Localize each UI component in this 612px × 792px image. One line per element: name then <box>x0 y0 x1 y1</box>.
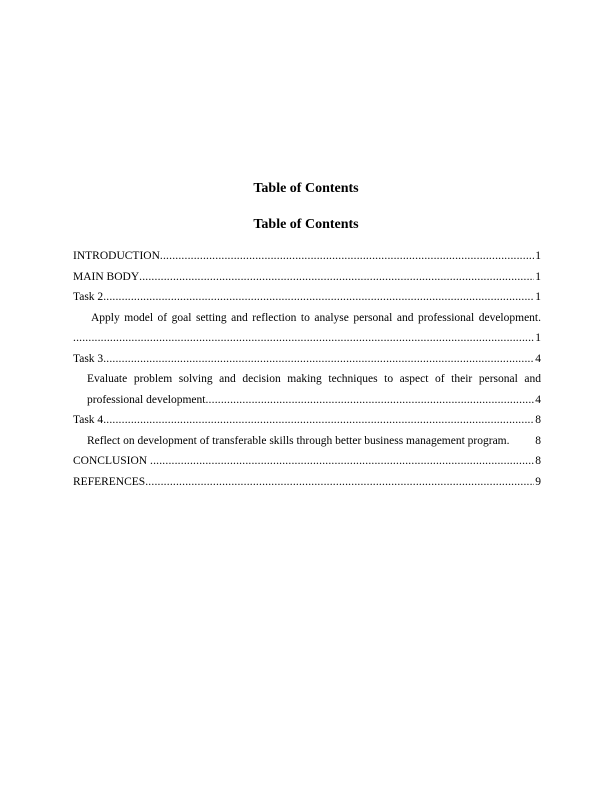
toc-page-number: 4 <box>535 393 541 406</box>
dot-leader <box>103 410 534 431</box>
dot-leader <box>150 451 534 472</box>
page-title: Table of Contents <box>253 181 359 196</box>
toc-entry-label: Task 3 <box>73 352 104 365</box>
toc-page-number: 1 <box>535 270 541 283</box>
toc-subentry-task-3-line1[interactable]: Evaluate problem solving and decision making techniques to aspect of their personal and <box>87 373 541 385</box>
toc-entry-introduction[interactable] <box>73 246 541 267</box>
toc-entry-label: CONCLUSION <box>73 455 150 467</box>
toc-page-number: 4 <box>535 352 541 365</box>
toc-entry-references[interactable] <box>73 472 541 493</box>
toc-entry-task-2[interactable] <box>73 287 541 308</box>
toc-subentry-task-2-label[interactable]: Apply model of goal setting and reflection to analyse personal and professional development. <box>91 311 541 324</box>
toc-entry-label: INTRODUCTION <box>73 250 160 262</box>
toc-page-number: 1 <box>535 332 541 344</box>
toc-page-number: 8 <box>535 414 541 426</box>
toc-page-number: 9 <box>535 475 541 488</box>
dot-leader <box>160 246 534 267</box>
toc-entry-label: Reflect on development of transferable skills through better business management program. <box>87 434 510 447</box>
toc-entry-task-3[interactable] <box>73 349 541 370</box>
dot-leader <box>103 287 534 308</box>
toc-entry-conclusion[interactable] <box>73 451 541 472</box>
table-of-contents <box>73 246 541 492</box>
toc-entry-label: MAIN BODY <box>73 270 140 283</box>
dot-leader <box>139 267 534 288</box>
dot-leader <box>103 349 534 370</box>
dot-leader <box>205 390 534 411</box>
toc-subentry-task-3-line2[interactable] <box>73 390 541 411</box>
toc-entry-label: REFERENCES <box>73 475 146 488</box>
toc-subentry-task-4[interactable] <box>73 431 541 452</box>
toc-heading: Table of Contents <box>253 217 359 232</box>
toc-entry-task-4[interactable] <box>73 410 541 431</box>
toc-page-number: 1 <box>535 250 541 262</box>
toc-entry-label: Task 2 <box>73 291 104 303</box>
toc-page-number: 8 <box>535 455 541 467</box>
toc-entry-label: professional development <box>87 393 206 406</box>
toc-entry-main-body[interactable] <box>73 267 541 288</box>
toc-entry-label: Task 4 <box>73 414 104 426</box>
toc-page-number: 8 <box>535 434 541 447</box>
dot-leader <box>73 328 534 349</box>
toc-subentry-task-2-leader[interactable] <box>73 328 541 349</box>
toc-page-number: 1 <box>535 291 541 303</box>
dot-leader <box>145 472 534 493</box>
